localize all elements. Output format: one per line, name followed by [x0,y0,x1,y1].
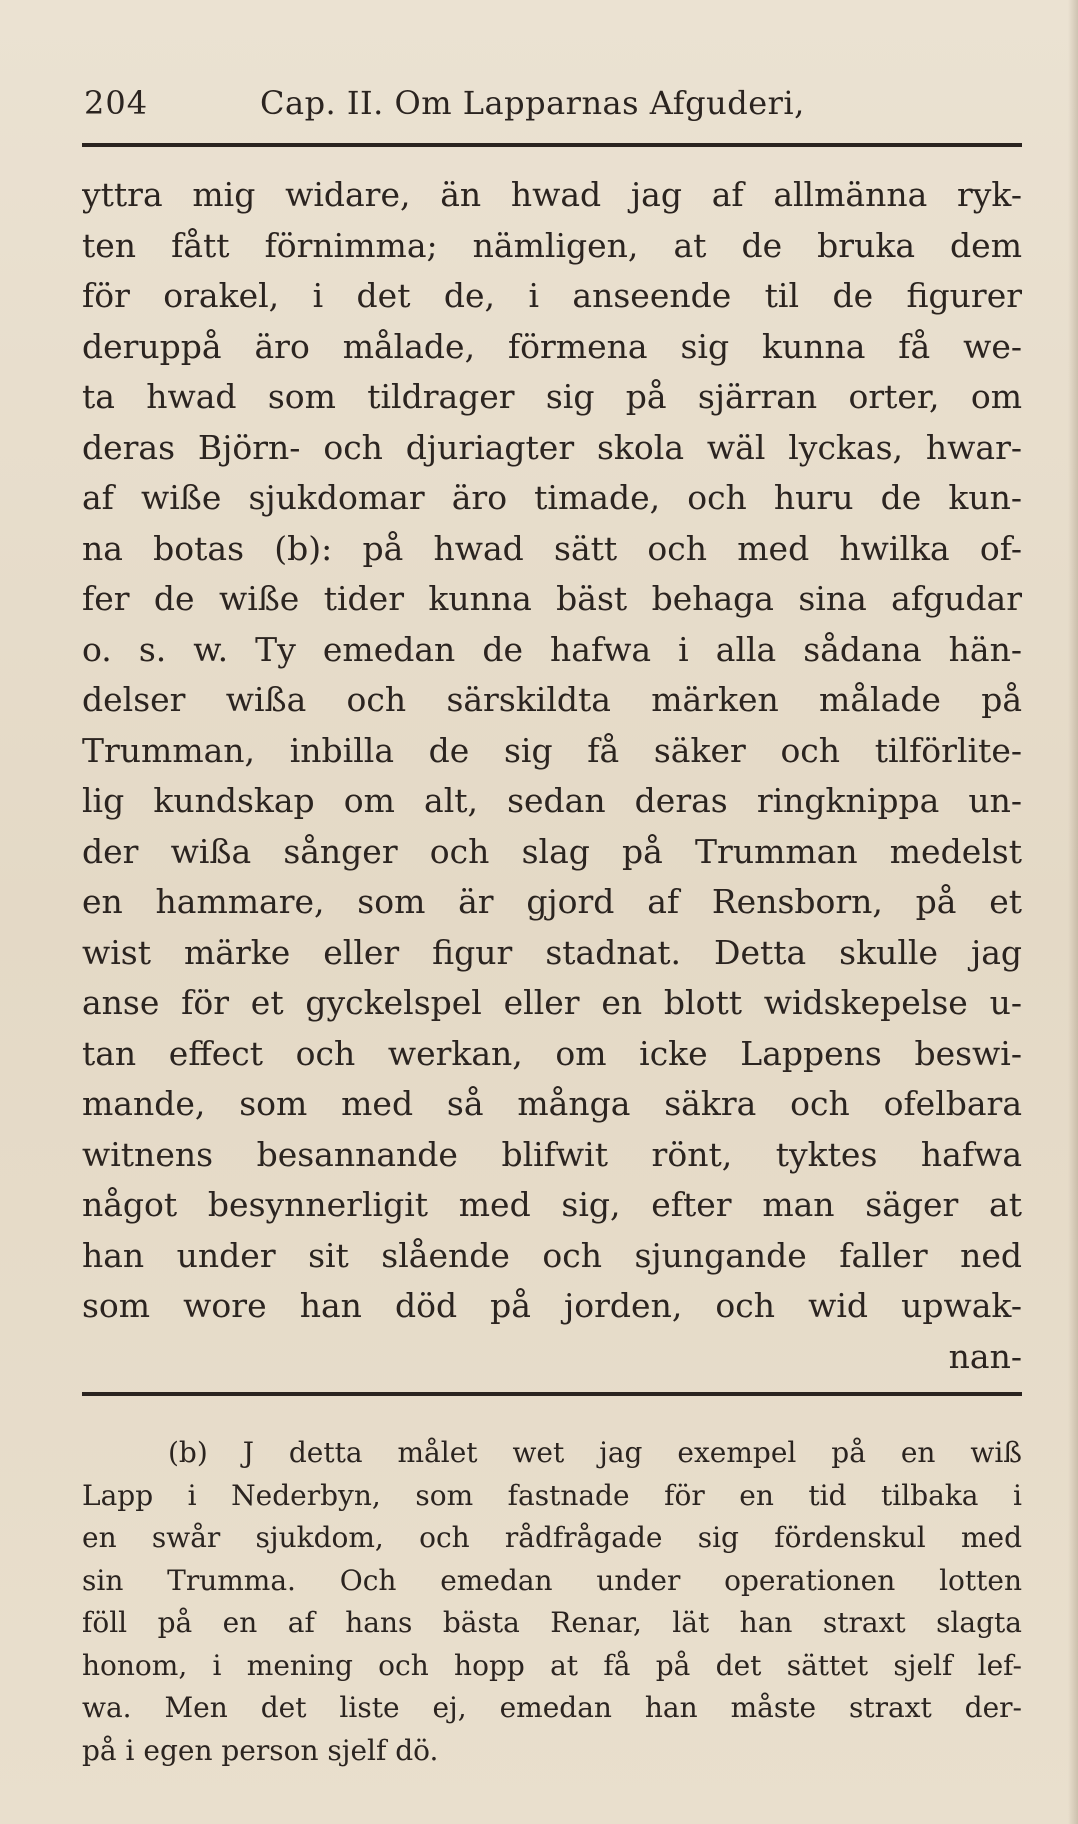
footnote-line: Lapp i Nederbyn, som fastnade för en tid tilbaka i [82,1478,1022,1512]
text-line: yttra mig widare, än hwad jag af allmänna ryk- [82,175,1022,214]
text-line: na botas (b): på hwad sätt och med hwilka of- [82,528,1022,568]
footnote-line: på i egen person sjelf dö. [82,1733,439,1767]
footnote-line: wa. Men det liste ej, emedan han måste straxt der- [82,1691,1022,1724]
footnote-line: sin Trumma. Och emedan under operationen lotten [82,1563,1022,1597]
text-line: deruppå äro målade, förmena sig kunna få we- [82,326,1022,366]
text-line: en hammare, som är gjord af Rensborn, på et [82,882,1022,921]
text-line: ten fått förnimma; nämligen, at de bruka dem [82,225,1022,265]
footnote-line: honom, i mening och hopp at få på det sättet sjelf lef- [82,1648,1022,1682]
text-line: af wiße sjukdomar äro timade, och huru de kun- [82,478,1022,517]
text-line: han under sit slående och sjungande faller ned [82,1235,1022,1275]
text-line: något besynnerligit med sig, efter man säger at [82,1185,1022,1224]
page-number: 204 [84,84,149,122]
text-line: tan effect och werkan, om icke Lappens beswi- [82,1033,1022,1073]
footnote-rule [82,1392,1022,1396]
footnote [82,1432,1022,1772]
text-line: anse för et gyckelspel eller en blott widskepelse u- [82,983,1022,1022]
text-line: o. s. w. Ty emedan de hafwa i alla sådana hän- [82,629,1022,669]
page-header [80,78,1030,130]
footnote-line: föll på en af hans bästa Renar, lät han straxt slagta [82,1606,1022,1639]
text-line: som wore han död på jorden, och wid upwak- [82,1286,1022,1325]
text-line: witnens besannande blifwit rönt, tyktes hafwa [82,1134,1022,1174]
text-line: deras Björn- och djuriagter skola wäl lyckas, hwar- [82,427,1022,467]
header-rule [82,143,1022,147]
text-line: Trumman, inbilla de sig få säker och tilförlite- [82,730,1022,770]
text-line: lig kundskap om alt, sedan deras ringknippa un- [82,781,1022,820]
catchword: nan- [948,1336,1022,1376]
footnote-line: (b) J detta målet wet jag exempel på en wiß [168,1436,1022,1469]
text-line: ta hwad som tildrager sig på sjärran orter, om [82,377,1022,416]
footnote-line: en swår sjukdom, och rådfrågade sig fördenskul med [82,1521,1022,1554]
text-line: delser wißa och särskildta märken målade på [82,680,1022,719]
text-line: wist märke eller figur stadnat. Detta skulle jag [82,932,1022,972]
text-line: fer de wiße tider kunna bäst behaga sina afgudar [82,579,1022,618]
running-title: Cap. II. Om Lapparnas Afguderi, [260,84,805,122]
text-line: mande, som med så många säkra och ofelbara [82,1084,1022,1123]
text-line: der wißa sånger och slag på Trumman medelst [82,831,1022,871]
text-line: för orakel, i det de, i anseende til de figurer [82,276,1022,315]
body-text [82,170,1022,1382]
